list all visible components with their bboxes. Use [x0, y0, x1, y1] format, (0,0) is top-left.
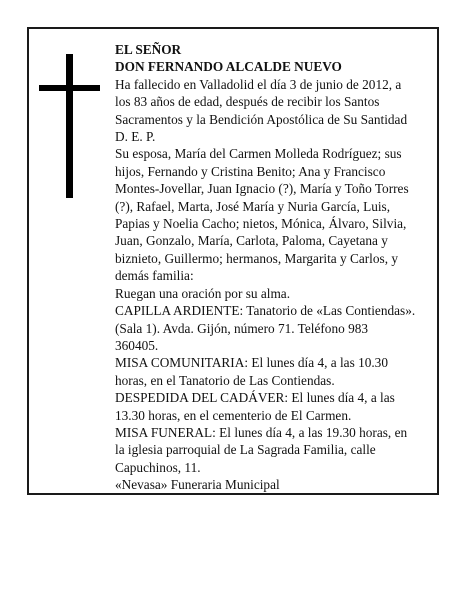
cross-vertical-bar — [66, 54, 73, 198]
text-line: DESPEDIDA DEL CADÁVER: El lunes día 4, a las — [115, 390, 395, 406]
text-line: la iglesia parroquial de La Sagrada Familia, calle — [115, 442, 376, 458]
cross-horizontal-bar — [39, 85, 100, 91]
text-line: demás familia: — [115, 268, 194, 284]
obituary-notice — [27, 27, 439, 495]
text-line: MISA COMUNITARIA: El lunes día 4, a las 10.30 — [115, 355, 388, 371]
text-line: 360405. — [115, 337, 159, 353]
text-line: Juan, Gonzalo, María, Carlota, Paloma, Cayetana y — [115, 233, 388, 249]
text-line: Su esposa, María del Carmen Molleda Rodríguez; sus — [115, 146, 402, 162]
text-line: hijos, Fernando y Cristina Benito; Ana y Francisco — [115, 163, 386, 179]
text-line: 13.30 horas, en el cementerio de El Carmen. — [115, 407, 352, 423]
text-line: Ha fallecido en Valladolid el día 3 de junio de 2012, a — [115, 76, 402, 92]
text-line: horas, en el Tanatorio de Las Contiendas. — [115, 372, 335, 388]
text-line: (Sala 1). Avda. Gijón, número 71. Teléfono 983 — [115, 320, 369, 336]
text-line: (?), Rafael, Marta, José María y Nuria García, Luis, — [115, 198, 391, 214]
deceased-name: DON FERNANDO ALCALDE NUEVO — [115, 59, 342, 75]
heading-line-1: EL SEÑOR — [115, 42, 182, 57]
text-line: Montes-Jovellar, Juan Ignacio (?), María y Toño Torres — [115, 181, 409, 197]
text-line: Ruegan una oración por su alma. — [115, 285, 291, 301]
text-line: MISA FUNERAL: El lunes día 4, a las 19.30 horas, en — [115, 424, 408, 440]
text-line: Sacramentos y la Bendición Apostólica de Su Santidad — [115, 111, 408, 127]
text-line: biznieto, Guillermo; hermanos, Margarita y Carlos, y — [115, 250, 398, 266]
text-line: D. E. P. — [115, 129, 156, 145]
text-line: Capuchinos, 11. — [115, 459, 201, 475]
text-line: los 83 años de edad, después de recibir los Santos — [115, 94, 380, 110]
text-line: CAPILLA ARDIENTE: Tanatorio de «Las Contiendas». — [115, 303, 416, 319]
notice-text — [115, 41, 435, 494]
funeral-home-line: «Nevasa» Funeraria Municipal — [115, 477, 280, 493]
text-line: Papias y Noelia Cacho; nietos, Mónica, Álvaro, Silvia, — [115, 216, 407, 232]
